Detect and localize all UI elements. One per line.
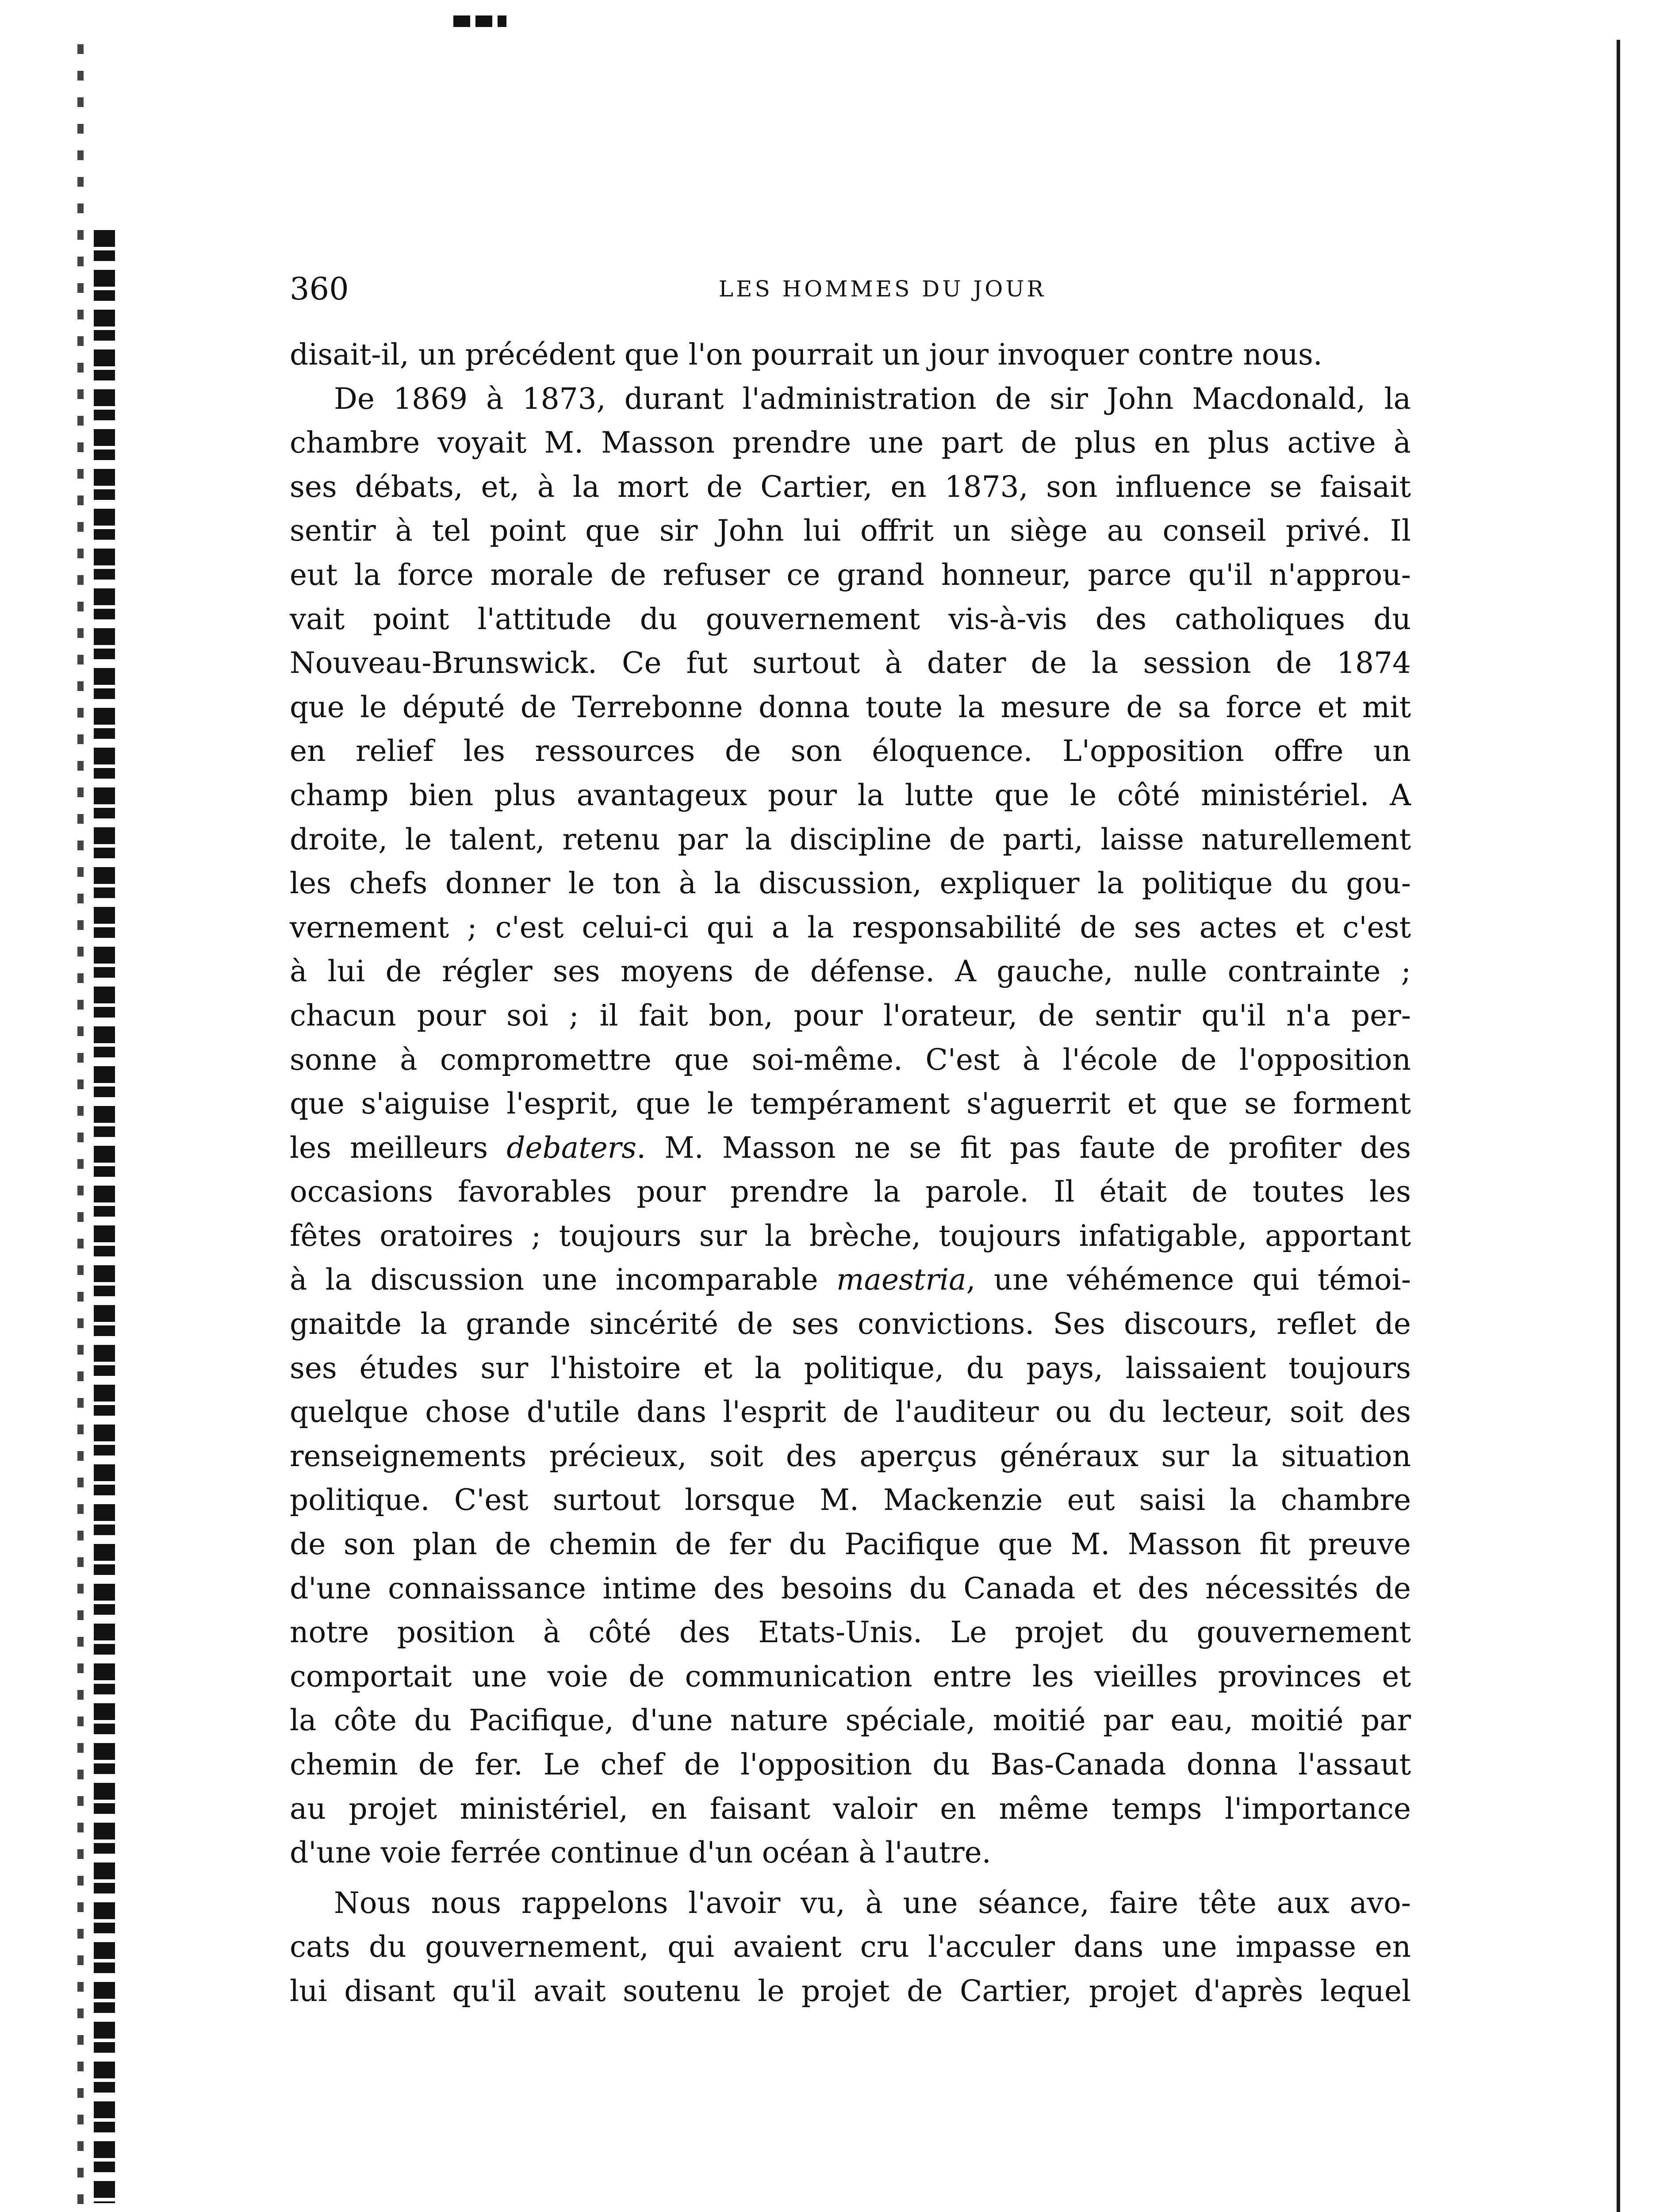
page-header (290, 269, 1413, 309)
text-line: droite, le talent, retenu par la discipline de parti, laisse naturellement (290, 822, 1411, 856)
text-line: de son plan de chemin de fer du Pacifique que M. Masson fit preuve (290, 1527, 1411, 1562)
text-line: en relief les ressources de son éloquence. L'opposition offre un (290, 734, 1411, 768)
scan-mark-top (453, 15, 506, 27)
text-line: à la discussion une incomparable maestria, une véhémence qui témoi- (290, 1263, 1411, 1297)
text-line: sonne à compromettre que soi-même. C'est à l'école de l'opposition (290, 1042, 1411, 1077)
text-line: renseignements précieux, soit des aperçus généraux sur la situation (290, 1439, 1411, 1473)
text-line: disait-il, un précédent que l'on pourrait un jour invoquer contre nous. (290, 338, 1322, 372)
text-line: vait point l'attitude du gouvernement vis-à-vis des catholiques du (290, 602, 1411, 636)
italic-word: maestria (836, 1263, 966, 1297)
text-line: champ bien plus avantageux pour la lutte que le côté ministériel. A (290, 778, 1411, 812)
text-line: lui disant qu'il avait soutenu le projet de Cartier, projet d'après lequel (290, 1974, 1411, 2008)
text-line: fêtes oratoires ; toujours sur la brèche, toujours infatigable, apportant (290, 1218, 1411, 1253)
scan-edge-right (1617, 40, 1620, 2212)
text-line: d'une voie ferrée continue d'un océan à l'autre. (290, 1836, 991, 1870)
text-line: comportait une voie de communication entre les vieilles provinces et (290, 1659, 1411, 1694)
text-line: les meilleurs debaters. M. Masson ne se fit pas faute de profiter des (290, 1130, 1411, 1165)
text-line: au projet ministériel, en faisant valoir en même temps l'importance (290, 1791, 1411, 1826)
text-line: que le député de Terrebonne donna toute la mesure de sa force et mit (290, 690, 1411, 724)
running-title: LES HOMMES DU JOUR (718, 276, 1046, 302)
text-line: quelque chose d'utile dans l'esprit de l'auditeur ou du lecteur, soit des (290, 1395, 1411, 1429)
text-line: ses débats, et, à la mort de Cartier, en 1873, son influence se faisait (290, 469, 1411, 504)
text-line: occasions favorables pour prendre la parole. Il était de toutes les (290, 1175, 1411, 1209)
text-line: la côte du Pacifique, d'une nature spéciale, moitié par eau, moitié par (290, 1703, 1411, 1738)
paragraph-gap (290, 1875, 1411, 1881)
text-line: chambre voyait M. Masson prendre une part de plus en plus active à (290, 426, 1411, 460)
text-line: Nouveau-Brunswick. Ce fut surtout à dater de la session de 1874 (290, 646, 1411, 680)
italic-word: debaters (506, 1130, 637, 1165)
text-line: De 1869 à 1873, durant l'administration de sir John Macdonald, la (334, 381, 1411, 416)
body-text (290, 333, 1411, 2013)
text-line: cats du gouvernement, qui avaient cru l'acculer dans une impasse en (290, 1930, 1411, 1964)
text-line: gnaitde la grande sincérité de ses convictions. Ses discours, reflet de (290, 1307, 1411, 1341)
text-line: à lui de régler ses moyens de défense. A gauche, nulle contrainte ; (290, 954, 1411, 989)
text-line: que s'aiguise l'esprit, que le tempérament s'aguerrit et que se forment (290, 1087, 1411, 1121)
text-line: d'une connaissance intime des besoins du Canada et des nécessités de (290, 1571, 1411, 1605)
text-line: eut la force morale de refuser ce grand honneur, parce qu'il n'approu- (290, 557, 1411, 592)
page-number: 360 (290, 271, 349, 307)
text-line: Nous nous rappelons l'avoir vu, à une séance, faire tête aux avo- (334, 1886, 1411, 1920)
scan-edge-left-thin (77, 44, 84, 2212)
text-line: vernement ; c'est celui-ci qui a la responsabilité de ses actes et c'est (290, 910, 1411, 945)
text-line: notre position à côté des Etats-Unis. Le projet du gouvernement (290, 1615, 1411, 1650)
text-line: sentir à tel point que sir John lui offrit un siège au conseil privé. Il (290, 514, 1411, 548)
text-line: chacun pour soi ; il fait bon, pour l'orateur, de sentir qu'il n'a per- (290, 998, 1411, 1033)
text-line: chemin de fer. Le chef de l'opposition du Bas-Canada donna l'assaut (290, 1747, 1411, 1782)
text-line: ses études sur l'histoire et la politique, du pays, laissaient toujours (290, 1351, 1411, 1385)
text-line: politique. C'est surtout lorsque M. Mackenzie eut saisi la chambre (290, 1483, 1411, 1517)
text-line: les chefs donner le ton à la discussion, expliquer la politique du gou- (290, 866, 1411, 901)
scan-edge-left (94, 230, 115, 2203)
